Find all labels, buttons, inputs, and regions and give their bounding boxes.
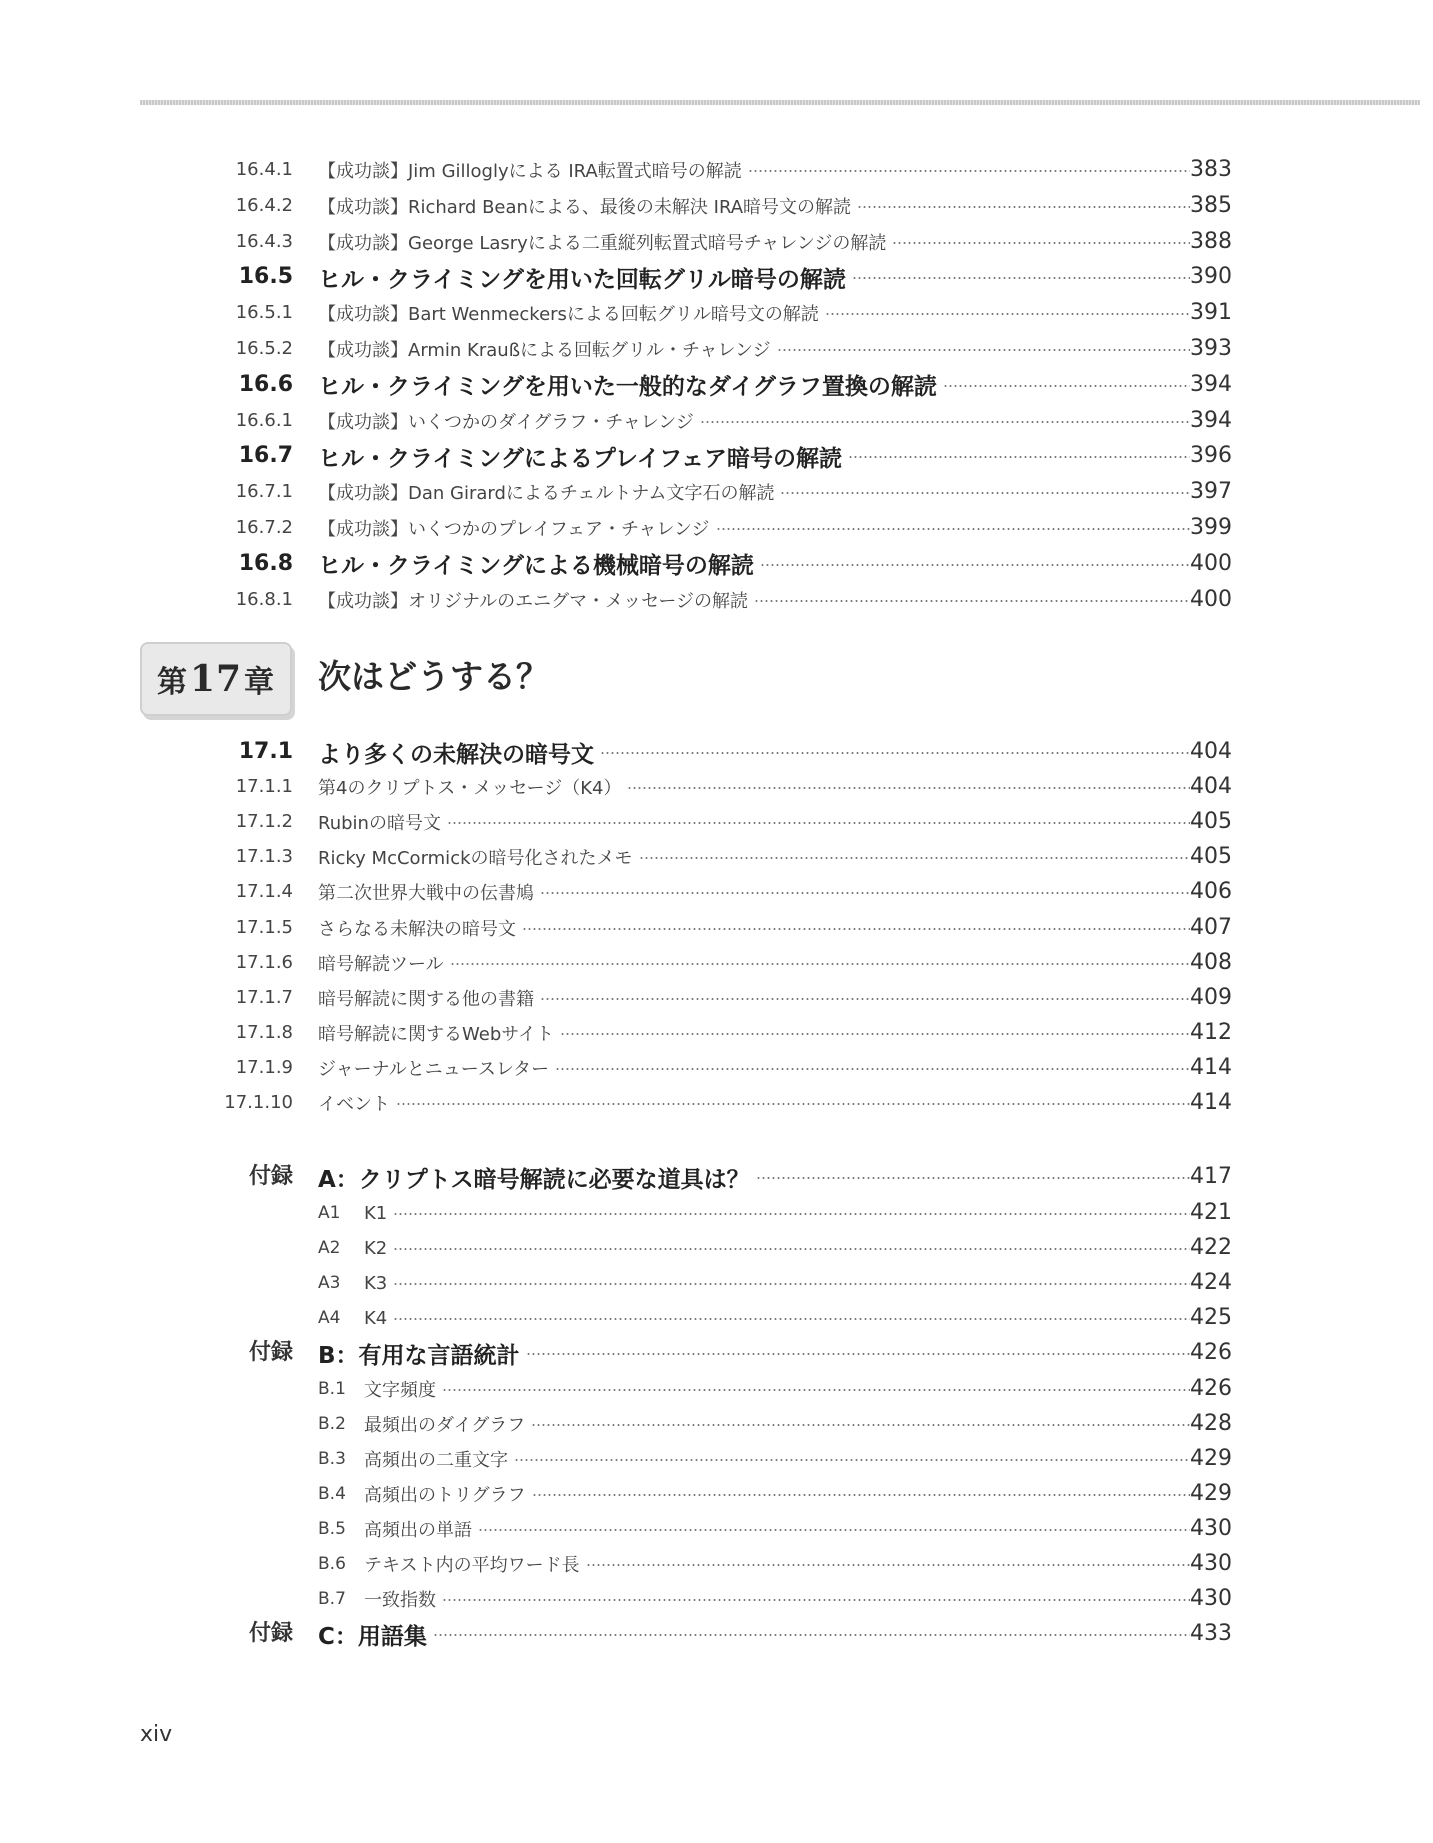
entry-leader-line [318,334,1190,364]
appendix-item [0,1409,1433,1439]
page-number-ref: 406 [1190,879,1232,905]
entry-leader-line [318,807,1190,837]
entry-leader-line [318,1444,1190,1474]
section-number: 17.1.9 [235,1056,293,1078]
toc-entry [0,155,1433,185]
toc-entry [0,772,1433,802]
section-number: 17.1.7 [235,986,293,1008]
page-number-ref: 383 [1190,157,1232,182]
section-title: 暗号解読に関する他の書籍 [318,988,534,1010]
section-title: 【成功談】Jim Gilloglyによる IRA転置式暗号の解読 [318,161,742,182]
section-number: 17.1.10 [224,1092,293,1113]
item-code: B.6 [318,1554,346,1574]
section-number: 17.1.1 [235,776,293,798]
appendix-item [0,1479,1433,1509]
entry-leader-line [318,585,1190,615]
item-code: B.2 [318,1414,346,1434]
dot-leader [780,492,1190,494]
dot-leader [560,1033,1190,1035]
page-number-ref: 412 [1190,1019,1232,1045]
entry-leader-line [318,737,1190,767]
entry-leader-line [318,406,1190,436]
entry-leader-line [318,1584,1190,1614]
toc-entry [0,1053,1433,1083]
section-title: 【成功談】いくつかのプレイフェア・チャレンジ [318,519,710,540]
entry-leader-line [318,513,1190,543]
section-title: Rubinの暗号文 [318,813,441,835]
dot-leader [532,1494,1190,1496]
entry-leader-line [318,1198,1190,1228]
toc-entry [0,191,1433,221]
section-title: イベント [318,1094,390,1115]
entry-leader-line [318,842,1190,872]
entry-leader-line [318,1619,1190,1649]
section-title: 高頻出の二重文字 [364,1450,508,1471]
section-title: 第4のクリプトス・メッセージ（K4） [318,778,622,800]
chapter-prefix: 第 [156,665,188,700]
section-number: 16.7.1 [235,481,293,503]
entry-leader-line [318,1338,1190,1368]
toc-entry [0,513,1433,543]
section-title: テキスト内の平均ワード長 [364,1555,580,1576]
chapter-suffix: 章 [244,665,276,700]
toc-entry [0,441,1433,471]
page-number-ref: 391 [1190,300,1232,326]
item-code: B.1 [318,1379,346,1399]
page-number-ref: 430 [1190,1586,1232,1611]
appendix-label: 付録 [248,1621,293,1646]
page-number-ref: 394 [1190,407,1232,433]
entry-leader-line [318,983,1190,1013]
section-title: ジャーナルとニュースレター [318,1058,550,1080]
entry-leader-line [318,1303,1190,1333]
item-code: B.7 [318,1589,346,1609]
section-title: A：クリプトス暗号解読に必要な道具は？ [318,1166,750,1193]
section-title: 高頻出の単語 [364,1520,472,1541]
dot-leader [748,170,1190,172]
entry-leader-line [318,1162,1190,1192]
page-number-ref: 405 [1190,844,1232,870]
dot-leader [892,242,1190,244]
entry-leader-line [318,1268,1190,1298]
section-title: B：有用な言語統計 [318,1342,520,1369]
dot-leader [540,998,1190,1000]
appendix-item [0,1198,1433,1228]
entry-leader-line [318,1374,1190,1404]
section-number: 16.6.1 [235,409,293,431]
dot-leader [526,1353,1190,1355]
page-number-ref: 399 [1190,515,1232,540]
section-title: K1 [364,1202,388,1224]
toc-entry [0,1018,1433,1048]
dot-leader [433,1634,1190,1636]
toc-entry [0,913,1433,943]
section-number: 16.7.2 [235,517,293,538]
dot-leader [531,1424,1190,1426]
page-number-ref: 430 [1190,1516,1232,1541]
dot-leader [540,892,1190,894]
section-number: 16.5.2 [235,338,293,359]
entry-leader-line [318,1409,1190,1439]
dot-leader [447,822,1190,824]
appendix-item [0,1549,1433,1579]
page-number-ref: 393 [1190,336,1232,361]
entry-leader-line [318,1053,1190,1083]
section-number: 16.6 [238,371,293,397]
page-number-ref: 404 [1190,739,1232,764]
item-code: B.3 [318,1449,346,1469]
toc-entry [0,334,1433,364]
dot-leader [852,277,1190,279]
dot-leader [393,1318,1190,1320]
page-number-ref: 385 [1190,192,1232,218]
dot-leader [600,752,1190,754]
section-title: 一致指数 [364,1590,436,1611]
toc-entry [0,948,1433,978]
section-title: 暗号解読に関するWebサイト [318,1023,554,1045]
page-number-ref: 433 [1190,1621,1232,1646]
appendix-item [0,1514,1433,1544]
page-number-ref: 426 [1190,1340,1232,1365]
toc-entry [0,406,1433,436]
section-number: 17.1.2 [235,811,293,833]
appendix-entry [0,1162,1433,1192]
page-number: xiv [140,1722,173,1747]
appendix-entry [0,1619,1433,1649]
dot-leader [825,313,1190,315]
section-title: C：用語集 [318,1623,427,1650]
section-number: 16.7 [238,443,293,469]
section-title: 文字頻度 [364,1380,436,1401]
page-number-ref: 422 [1190,1235,1232,1260]
dot-leader [393,1283,1190,1285]
section-title: Ricky McCormickの暗号化されたメモ [318,848,633,870]
section-title: 高頻出のトリグラフ [364,1485,526,1506]
entry-leader-line [318,1479,1190,1509]
page-number-ref: 424 [1190,1270,1232,1295]
section-number: 16.4.1 [235,159,293,180]
appendix-item [0,1303,1433,1333]
page-number-ref: 425 [1190,1305,1232,1330]
dot-leader [943,385,1190,387]
section-title: さらなる未解決の暗号文 [318,918,516,940]
chapter-badge [140,642,292,716]
dot-leader [586,1564,1190,1566]
appendix-label: 付録 [248,1340,293,1365]
toc-entry [0,477,1433,507]
toc-entry [0,1088,1433,1118]
appendix-item [0,1268,1433,1298]
page-number-ref: 429 [1190,1446,1232,1471]
dot-leader [716,528,1191,530]
dot-leader [393,1213,1190,1215]
entry-leader-line [318,549,1190,579]
toc-entry [0,227,1433,257]
chapter-title: 次はどうする？ [318,657,549,696]
dot-leader [450,963,1190,965]
dot-leader [522,928,1190,930]
page-number-ref: 426 [1190,1376,1232,1401]
page-number-ref: 417 [1190,1164,1232,1189]
section-title: ヒル・クライミングによるプレイフェア暗号の解読 [318,445,842,472]
section-title: K4 [364,1307,388,1329]
entry-leader-line [318,441,1190,471]
section-title: 【成功談】George Lasryによる二重縦列転置式暗号チャレンジの解読 [318,232,887,254]
section-title: 【成功談】Richard Beanによる、最後の未解決 IRA暗号文の解読 [318,196,852,218]
dot-leader [396,1103,1190,1105]
page-number-ref: 394 [1190,371,1232,397]
page-number-ref: 407 [1190,914,1232,940]
page-number-ref: 388 [1190,228,1232,254]
entry-leader-line [318,772,1190,802]
section-title: 第二次世界大戦中の伝書鳩 [318,883,534,905]
section-title: 【成功談】Armin Kraußによる回転グリル・チャレンジ [318,340,771,361]
page-number-ref: 400 [1190,586,1232,612]
entry-leader-line [318,1088,1190,1118]
appendix-item [0,1584,1433,1614]
entry-leader-line [318,298,1190,328]
page-number-ref: 404 [1190,774,1232,800]
section-title: 【成功談】Bart Wenmeckersによる回転グリル暗号文の解読 [318,304,819,326]
page-number-ref: 408 [1190,949,1232,975]
entry-leader-line [318,262,1190,292]
item-code: A2 [318,1238,341,1258]
section-number: 16.4.2 [235,194,293,216]
entry-leader-line [318,1514,1190,1544]
toc-entry [0,549,1433,579]
item-code: B.5 [318,1519,346,1539]
dot-leader [627,787,1190,789]
section-number: 16.8 [238,550,293,576]
section-title: 【成功談】オリジナルのエニグマ・メッセージの解読 [318,590,749,612]
dot-leader [393,1248,1190,1250]
section-number: 17.1 [238,739,293,764]
entry-leader-line [318,877,1190,907]
dot-leader [555,1068,1190,1070]
entry-leader-line [318,1549,1190,1579]
toc-entry [0,983,1433,1013]
top-rule [140,100,1420,105]
page-number-ref: 421 [1190,1200,1232,1225]
entry-leader-line [318,1233,1190,1263]
section-number: 16.4.3 [235,230,293,252]
page-number-ref: 414 [1190,1054,1232,1080]
dot-leader [760,564,1190,566]
appendix-item [0,1374,1433,1404]
toc-entry [0,842,1433,872]
toc-entry [0,807,1433,837]
page-number-ref: 428 [1190,1411,1232,1436]
entry-leader-line [318,477,1190,507]
item-code: A3 [318,1273,341,1293]
dot-leader [478,1529,1190,1531]
toc-entry [0,585,1433,615]
section-number: 17.1.8 [235,1021,293,1043]
entry-leader-line [318,191,1190,221]
dot-leader [442,1599,1190,1601]
toc-entry [0,877,1433,907]
toc-entry [0,262,1433,292]
section-title: 【成功談】いくつかのダイグラフ・チャレンジ [318,411,694,433]
section-number: 17.1.6 [235,951,293,973]
page-number-ref: 409 [1190,984,1232,1010]
appendix-item [0,1444,1433,1474]
section-title: 【成功談】Dan Girardによるチェルトナム文字石の解読 [318,483,775,505]
section-title: K2 [364,1237,388,1259]
dot-leader [639,857,1190,859]
entry-leader-line [318,1018,1190,1048]
section-number: 17.1.3 [235,846,293,868]
page-number-ref: 414 [1190,1090,1232,1115]
appendix-item [0,1233,1433,1263]
page-number-ref: 400 [1190,550,1232,576]
entry-leader-line [318,155,1190,185]
section-title: ヒル・クライミングを用いた一般的なダイグラフ置換の解読 [318,374,937,401]
entry-leader-line [318,913,1190,943]
section-number: 16.5.1 [235,302,293,324]
section-number: 17.1.5 [235,916,293,938]
appendix-label: 付録 [248,1164,293,1189]
toc-entry [0,370,1433,400]
page-number-ref: 390 [1190,264,1232,290]
dot-leader [777,349,1190,351]
section-number: 17.1.4 [235,881,293,903]
chapter-number: 17 [189,658,243,700]
section-title: K3 [364,1272,388,1294]
section-title: ヒル・クライミングによる機械暗号の解読 [318,553,754,580]
item-code: B.4 [318,1484,346,1504]
dot-leader [442,1389,1190,1391]
section-number: 16.8.1 [235,588,293,610]
page-number-ref: 397 [1190,479,1232,505]
item-code: A4 [318,1308,341,1328]
dot-leader [754,600,1190,602]
section-title: 最頻出のダイグラフ [364,1415,526,1436]
toc-entry [0,298,1433,328]
page-number-ref: 429 [1190,1481,1232,1506]
section-number: 16.5 [238,264,293,290]
section-title: 暗号解読ツール [318,953,444,975]
entry-leader-line [318,227,1190,257]
page-number-ref: 396 [1190,443,1232,469]
section-title: ヒル・クライミングを用いた回転グリル暗号の解読 [318,266,846,293]
section-title: より多くの未解決の暗号文 [318,741,594,768]
dot-leader [514,1459,1190,1461]
page-number-ref: 430 [1190,1551,1232,1576]
entry-leader-line [318,370,1190,400]
toc-entry [0,737,1433,767]
item-code: A1 [318,1203,341,1223]
entry-leader-line [318,948,1190,978]
dot-leader [700,421,1190,423]
dot-leader [756,1177,1190,1179]
dot-leader [848,456,1190,458]
page-number-ref: 405 [1190,809,1232,835]
dot-leader [857,206,1190,208]
appendix-entry [0,1338,1433,1368]
